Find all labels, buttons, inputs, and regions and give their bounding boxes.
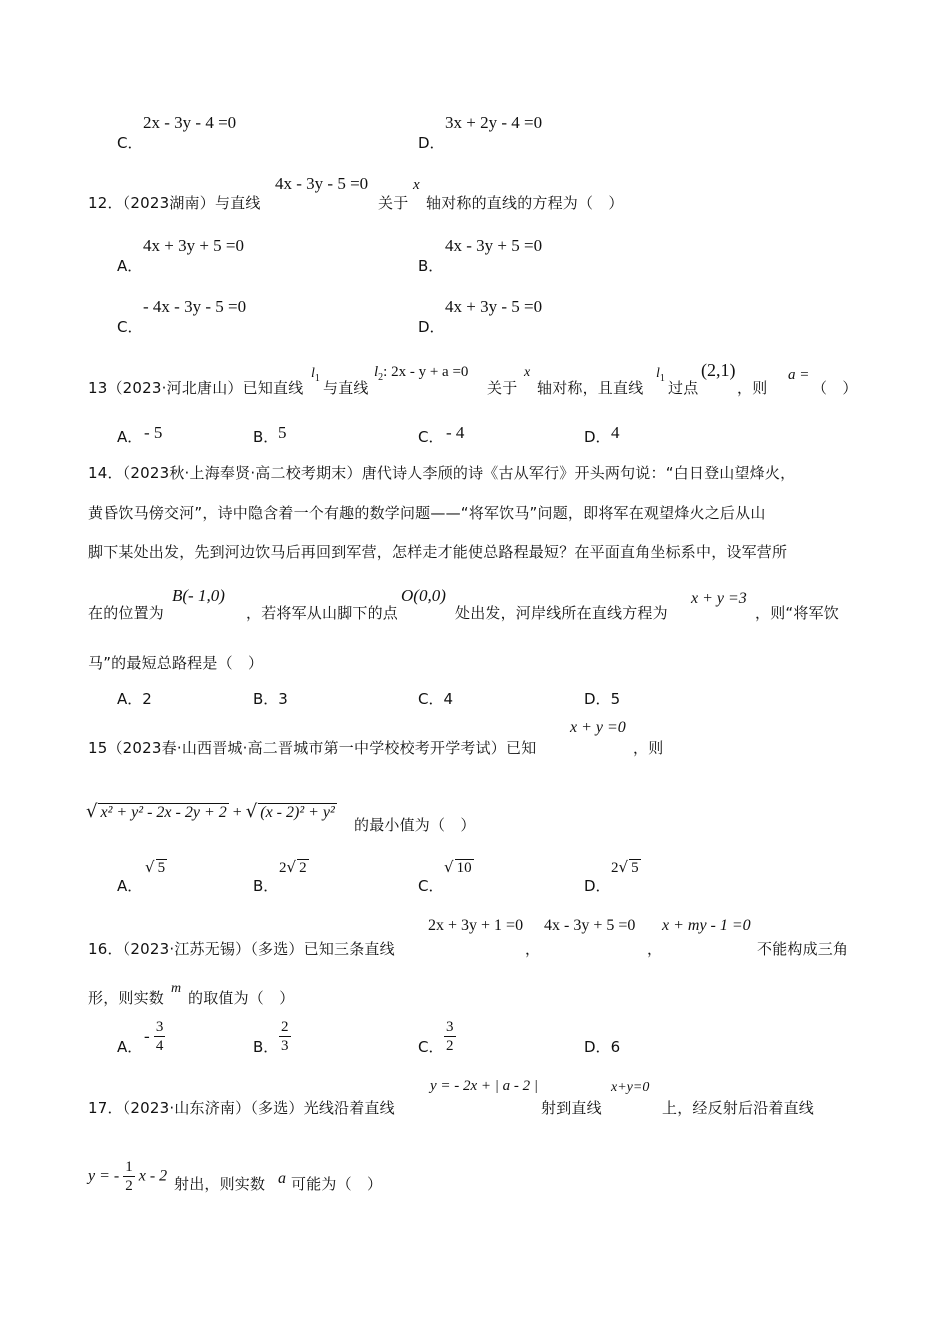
q13-l1: $l_1$ (311, 366, 320, 384)
q14-option-d: D．5 (584, 690, 621, 708)
q17-line2-text: 射出，则实数 (174, 1175, 266, 1193)
q13-option-d-math: 4 (611, 423, 620, 442)
q13-option-c-label: C． (418, 428, 444, 446)
q12-option-c-math: - 4x - 3y - 5 =0 (143, 297, 247, 316)
q16-option-d: D．6 (584, 1038, 621, 1056)
q14-line-4d: ，则“将军饮 (755, 604, 839, 622)
q13-option-a-label: A． (117, 428, 143, 446)
q12-option-a-label: A． (117, 257, 143, 275)
q16-comma-1: ， (525, 940, 541, 958)
q17-stem-suffix: 上，经反射后沿着直线 (662, 1099, 815, 1117)
q17-line2-end: 可能为（ ） (291, 1175, 383, 1193)
q17-var-a: a (278, 1170, 286, 1187)
q15-condition: x + y =0 (570, 719, 626, 736)
q15-option-b-label: B． (253, 877, 279, 895)
q14-river-eq: x + y =3 (691, 590, 747, 607)
q13-option-c-math: - 4 (446, 423, 465, 442)
q16-option-a-label: A． (117, 1038, 143, 1056)
q15-expression (86, 801, 337, 822)
q15-option-d-math: 2√ 5 (611, 858, 639, 876)
q13-a-eq: a = (788, 367, 810, 383)
q15-expr-2: (x - 2)² + y² (260, 804, 335, 821)
q13-l2-eq: $l_2$: 2x - y + a =0 (374, 364, 469, 383)
q17-eq-1: y = - 2x + | a - 2 | (430, 1078, 539, 1094)
q15-option-c-math: √ 10 (444, 858, 472, 876)
q16-var-m: m (171, 981, 182, 996)
q14-line-4b: ，若将军从山脚下的点 (246, 604, 399, 622)
q13-stem-mid2: 关于 (487, 379, 518, 397)
q14-line-4a: 在的位置为 (88, 604, 165, 622)
q14-point-o: O(0,0) (401, 586, 446, 605)
q13-point: (2,1) (701, 360, 736, 380)
q12-option-d-label: D． (418, 318, 445, 336)
q12-option-d-math: 4x + 3y - 5 =0 (445, 297, 543, 316)
q14-option-b: B．3 (253, 690, 288, 708)
q12-option-a-math: 4x + 3y + 5 =0 (143, 236, 245, 255)
q14-line-4c: 处出发，河岸线所在直线方程为 (455, 604, 668, 622)
q13-var-x: x (524, 365, 531, 380)
q15-option-d-label: D． (584, 877, 611, 895)
q14-line-1: 14．（2023秋·上海奉贤·高二校考期末）唐代诗人李颀的诗《古从军行》开头两句说：“白日登山望烽火， (88, 464, 796, 482)
q15-option-c-label: C． (418, 877, 444, 895)
q15-expr-1: x² + y² - 2x - 2y + 2 (100, 804, 227, 821)
q13-option-d-label: D． (584, 428, 611, 446)
q13-stem-mid5: ，则 (737, 379, 768, 397)
q13-stem-prefix: 13（2023·河北唐山）已知直线 (88, 379, 304, 397)
q12-option-b-math: 4x - 3y + 5 =0 (445, 236, 543, 255)
q14-line-3: 脚下某处出发，先到河边饮马后再回到军营，怎样走才能使总路程最短？在平面直角坐标系中，设军营所 (88, 543, 788, 561)
q12-stem-var: x (413, 177, 420, 193)
q15-plus: + (232, 804, 242, 821)
q16-eq-1: 2x + 3y + 1 =0 (428, 917, 524, 934)
q15-stem-suffix: 的最小值为（ ） (354, 816, 476, 834)
q16-option-a-math: - $\frac{3}{4}$ (144, 1019, 164, 1054)
q15-stem-then: ，则 (633, 739, 664, 757)
q17-eq-2: x+y=0 (611, 1080, 650, 1095)
q12-option-c-label: C． (117, 318, 143, 336)
q15-option-b-math: 2√ 2 (279, 858, 307, 876)
q11-option-d-label: D． (418, 134, 445, 152)
q14-point-b: B(- 1,0) (172, 586, 225, 605)
q12-stem-mid: 关于 (378, 194, 409, 212)
q16-eq-2: 4x - 3y + 5 =0 (544, 917, 636, 934)
q17-stem-mid: 射到直线 (541, 1099, 602, 1117)
q14-line-5: 马”的最短总路程是（ ） (88, 654, 264, 672)
q13-option-a-math: - 5 (144, 423, 163, 442)
q16-line-2a: 形，则实数 (88, 989, 165, 1007)
q14-line-2: 黄昏饮马傍交河”，诗中隐含着一个有趣的数学问题——“将军饮马”问题，即将军在观望烽火之后从山 (88, 504, 766, 522)
q11-option-d-math: 3x + 2y - 4 =0 (445, 113, 543, 132)
q13-option-b-label: B． (253, 428, 279, 446)
q13-l1-again: $l_1$ (656, 366, 665, 384)
q16-option-b-label: B． (253, 1038, 279, 1056)
q16-stem-suffix: 不能构成三角 (757, 940, 849, 958)
q15-option-a-label: A． (117, 877, 143, 895)
sqrt-icon: √ (86, 801, 98, 822)
q16-comma-2: ， (647, 940, 663, 958)
q11-option-c-label: C． (117, 134, 143, 152)
q12-stem-math: 4x - 3y - 5 =0 (275, 174, 369, 193)
q17-line-eq: y = - $\frac{1}{2}$ x - 2 (88, 1159, 168, 1194)
q12-stem-suffix: 轴对称的直线的方程为（ ） (426, 194, 624, 212)
q14-option-a: A．2 (117, 690, 152, 708)
q17-stem-prefix: 17．（2023·山东济南）（多选）光线沿着直线 (88, 1099, 395, 1117)
q13-stem-mid3: 轴对称，且直线 (537, 379, 644, 397)
q13-option-b-math: 5 (278, 423, 287, 442)
q12-option-b-label: B． (418, 257, 444, 275)
q15-stem-prefix: 15（2023春·山西晋城·高二晋城市第一中学校校考开学考试）已知 (88, 739, 537, 757)
q15-option-a-math: √ 5 (145, 858, 166, 876)
q11-option-c-math: 2x - 3y - 4 =0 (143, 113, 237, 132)
q13-stem-mid1: 与直线 (323, 379, 369, 397)
q13-stem-mid4: 过点 (668, 379, 699, 397)
q16-option-c-label: C． (418, 1038, 444, 1056)
q12-stem-prefix: 12．（2023湖南）与直线 (88, 194, 261, 212)
q13-stem-suffix: （ ） (812, 379, 858, 397)
sqrt-icon: √ (245, 801, 258, 822)
q16-eq-3: x + my - 1 =0 (662, 917, 751, 934)
q16-line-2b: 的取值为（ ） (188, 989, 295, 1007)
q16-stem-prefix: 16．（2023·江苏无锡）（多选）已知三条直线 (88, 940, 395, 958)
q14-option-c: C．4 (418, 690, 454, 708)
q16-option-b-math: $\frac{2}{3}$ (281, 1019, 289, 1054)
q16-option-c-math: $\frac{3}{2}$ (446, 1019, 454, 1054)
